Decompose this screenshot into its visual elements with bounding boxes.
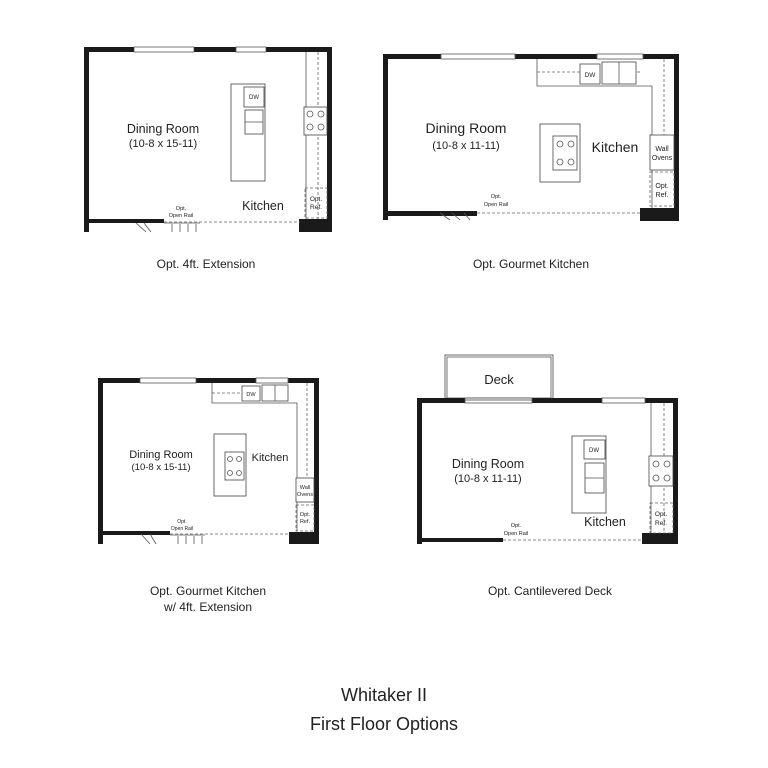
plan-4ft-extension [84,47,332,271]
fixture-label: Ovens [297,492,313,498]
wall-left [383,54,388,220]
sheet-subtitle: First Floor Options [309,714,459,734]
stair-tread [136,223,146,232]
rail-label: Open Rail [483,202,509,208]
wall-top-left [98,378,140,383]
ref-space [296,505,314,531]
wall-top-mid [194,47,236,52]
fixture-label: DW [249,95,259,101]
fixture-label: Opt. [309,196,323,203]
plan-gourmet-kitchen [383,54,679,271]
wall-left [417,398,422,544]
wall-right [314,378,319,544]
wall-right [327,47,332,227]
window [236,47,266,52]
rail-label: Opt. [510,523,522,529]
wall-top-mid [196,378,256,383]
room-label: Dining Room [126,122,200,136]
wall-top-right [266,47,332,52]
rail-label: Opt. [177,519,187,525]
room-dimensions: (10-8 x 11-11) [432,140,500,152]
wall-top-left [84,47,134,52]
wall-top-left [417,398,465,403]
ref-space [305,188,327,218]
plan-gourmet-kitchen-extension [98,378,319,614]
stair-tread [141,534,150,544]
window [140,378,196,383]
wall-bottom-left [84,219,164,223]
room-label: Kitchen [591,139,639,155]
rail-label: Opt. [490,194,502,200]
window [441,54,515,59]
wall-corner [640,208,679,221]
plan-caption: Opt. Gourmet Kitchen [149,584,267,598]
rail-label: Open Rail [503,531,529,537]
wall-left [84,47,89,232]
fixture-label: Wall [655,146,669,153]
window [602,398,645,403]
room-dimensions: (10-8 x 15-11) [131,462,191,473]
wall-right [674,54,679,220]
cooktop [649,456,673,486]
wall-top-mid [532,398,602,403]
room-dimensions: (10-8 x 15-11) [128,138,198,150]
fixture-label: Ref. [655,520,667,527]
fixture-label: Opt. [654,511,668,518]
rail-label: Open Rail [168,213,194,219]
rail-label: Open Rail [170,526,194,532]
cooktop [553,136,577,170]
fixture-label: Ref. [299,519,311,525]
fixture-label: Opt. [655,183,669,190]
room-label: Kitchen [242,199,284,213]
room-label: Dining Room [425,120,507,136]
plan-caption: w/ 4ft. Extension [163,600,253,614]
plan-caption: Opt. 4ft. Extension [156,257,256,271]
wall-right [673,398,678,544]
wall-corner [289,532,319,544]
plan-caption: Opt. Cantilevered Deck [487,584,613,598]
stair-tread [150,534,156,544]
fixture-label: Ovens [651,155,673,162]
fixture-label: Ref. [310,204,322,211]
room-label: Deck [484,372,514,387]
ref-space [650,503,673,533]
fixture-label: Ref. [655,192,669,199]
fixture-label: Opt. [299,512,311,518]
wall-corner [299,219,332,232]
rail-label: Opt. [175,206,187,212]
plan-caption: Opt. Gourmet Kitchen [472,257,590,271]
window [597,54,643,59]
fixture-label: DW [589,448,599,454]
wall-bottom-left [417,538,503,542]
window [134,47,194,52]
wall-bottom-left [383,211,477,216]
fixture-label: DW [246,392,256,398]
sheet-title: Whitaker II [340,685,428,705]
fixture-label: Wall [299,485,311,491]
wall-top-right [643,54,679,59]
cooktop [225,452,244,480]
window [256,378,288,383]
room-label: Kitchen [251,452,289,464]
room-dimensions: (10-8 x 11-11) [454,473,522,485]
room-label: Dining Room [129,449,193,461]
wall-top-left [383,54,441,59]
fixture-label: DW [584,72,596,79]
room-label: Dining Room [451,457,525,471]
wall-bottom-left [98,531,170,535]
cooktop [304,107,327,135]
plan-cantilevered-deck [417,355,678,598]
wall-top-mid [515,54,597,59]
wall-left [98,378,103,544]
wall-corner [642,533,678,544]
room-label: Kitchen [584,515,626,529]
